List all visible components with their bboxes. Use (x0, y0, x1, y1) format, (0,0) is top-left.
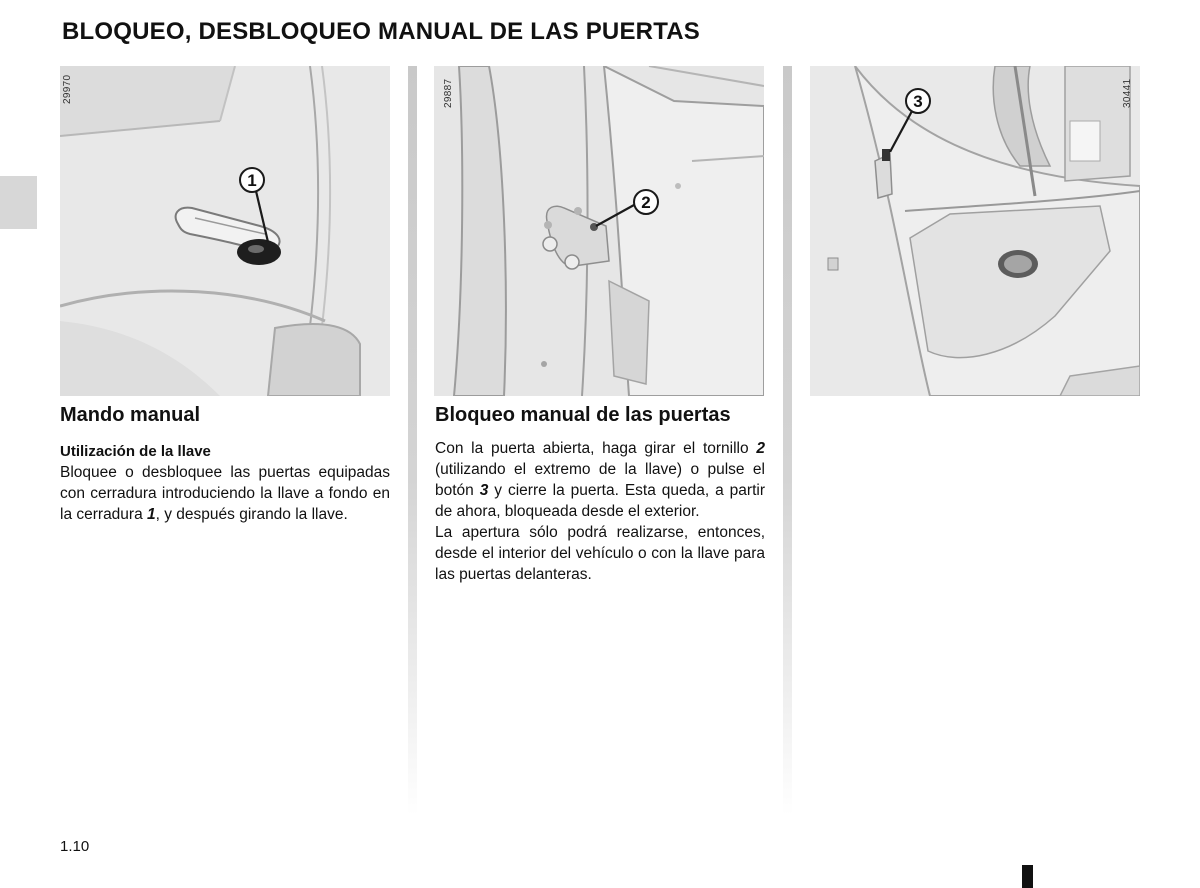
figure-callout-3: 3 (913, 92, 923, 111)
section-tab (0, 176, 37, 229)
figure-callout-2: 2 (641, 193, 651, 212)
section-title: Mando manual (60, 404, 201, 426)
figure-code: 29970 (62, 74, 73, 104)
column-manual-locking (435, 402, 765, 585)
section-title: Bloqueo manual de las puertas (435, 404, 731, 426)
reference-number: 1 (147, 506, 156, 523)
page-edge-marker (1022, 865, 1033, 888)
figure-door-lock-screw (434, 66, 764, 396)
body-paragraph: La apertura sólo podrá realizarse, entonces, desde el interior del vehículo o con la llave para las puertas delanteras. (435, 524, 765, 583)
page-number: 1.10 (60, 838, 90, 855)
page-title: BLOQUEO, DESBLOQUEO MANUAL DE LAS PUERTAS (62, 18, 701, 45)
column-separator (783, 66, 792, 816)
figure-code: 29887 (443, 78, 454, 108)
interior-door-illustration (810, 66, 1140, 396)
subheading: Utilización de la llave (60, 443, 211, 460)
figure-interior-lock-button (810, 66, 1140, 396)
door-pillar-illustration (434, 66, 764, 396)
column-separator (408, 66, 417, 816)
figure-callout-1: 1 (247, 171, 257, 190)
body-paragraph: Bloquee o desbloquee las puertas equipadas con cerradura introduciendo la llave a fondo en la cerradura 1, y después girando la llave. (60, 464, 390, 523)
figure-code: 30441 (1122, 78, 1133, 108)
figure-door-key-lock (60, 66, 390, 396)
reference-number: 3 (479, 482, 489, 499)
door-handle-illustration (60, 66, 390, 396)
body-paragraph: Con la puerta abierta, haga girar el tornillo 2 (utilizando el extremo de la llave) o pulse el botón 3 y cierre la puerta. Esta queda, a partir de ahora, bloqueada desde el exterior. (435, 440, 765, 520)
reference-number: 2 (756, 440, 765, 457)
column-manual-control (60, 402, 390, 525)
